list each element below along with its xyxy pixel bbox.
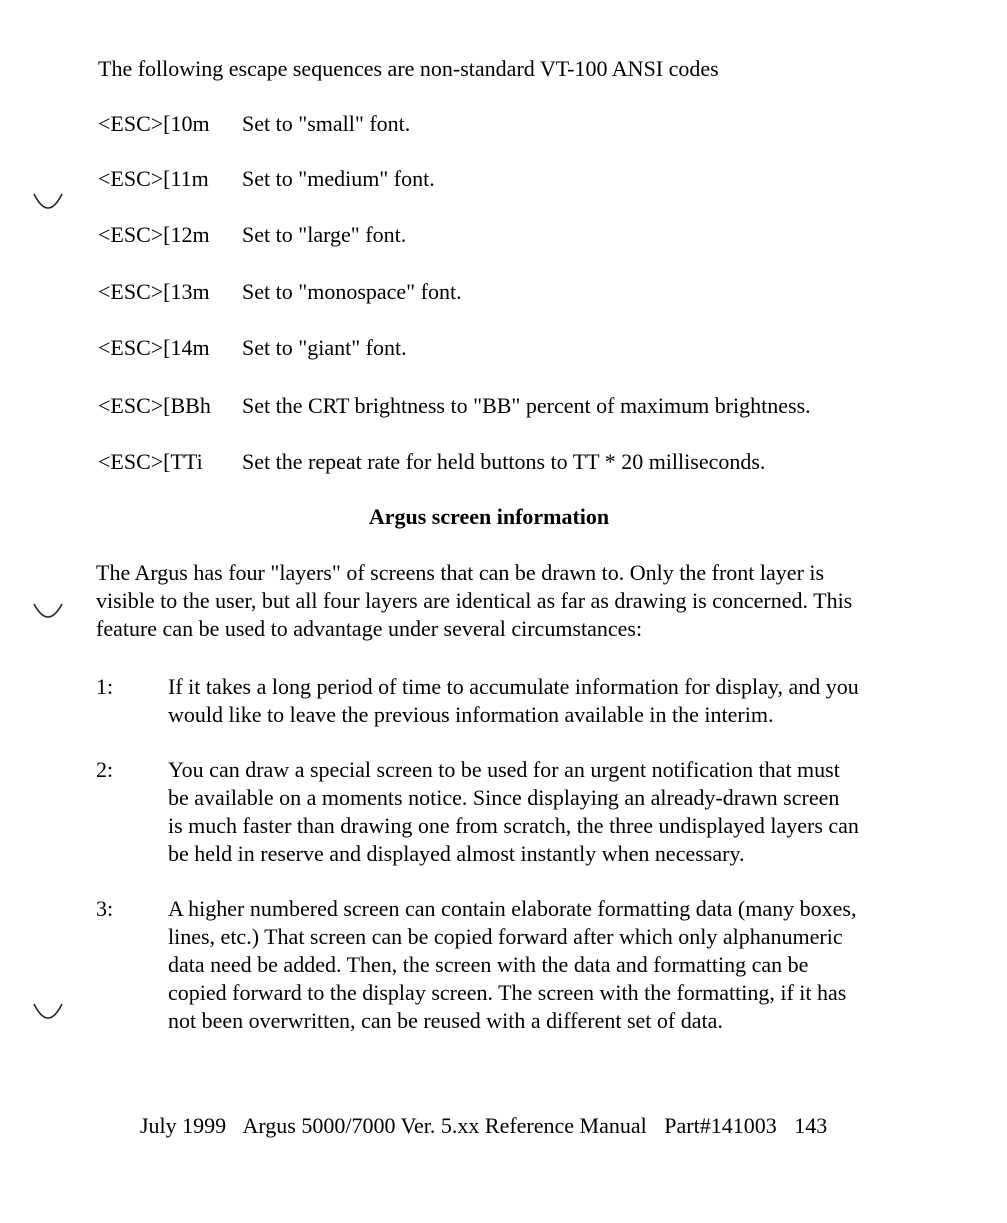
section-heading: Argus screen information: [368, 504, 610, 529]
intro-paragraph: [96, 559, 896, 643]
sequence-description: Set to "monospace" font.: [242, 279, 462, 304]
binder-hole-mark-top: [30, 192, 66, 214]
list-item-line: not been overwritten, can be reused with a different set of data.: [168, 1008, 723, 1033]
list-item-line: A higher numbered screen can contain elaborate formatting data (many boxes,: [168, 896, 857, 921]
paragraph-line: feature can be used to advantage under several circumstances:: [96, 616, 643, 641]
sequence-description: Set to "giant" font.: [242, 335, 407, 360]
list-item-line: would like to leave the previous information available in the interim.: [168, 702, 774, 727]
sequence-description: Set to "medium" font.: [242, 166, 435, 191]
footer-part-number: Part#141003: [664, 1113, 777, 1138]
page-footer: [140, 1112, 839, 1140]
sequence-code: <ESC>[13m: [98, 279, 210, 304]
page-number: 143: [794, 1113, 828, 1138]
sequence-code: <ESC>[11m: [98, 166, 209, 191]
list-item-line: You can draw a special screen to be used for an urgent notification that must: [168, 757, 840, 782]
list-item-line: be held in reserve and displayed almost instantly when necessary.: [168, 841, 745, 866]
sequence-code: <ESC>[12m: [98, 222, 210, 247]
sequence-description: Set to "large" font.: [242, 222, 407, 247]
sequence-code: <ESC>[TTi: [98, 449, 203, 474]
footer-date: July 1999: [140, 1113, 227, 1138]
paragraph-line: visible to the user, but all four layers are identical as far as drawing is concerned. This: [96, 588, 853, 613]
list-item-text: [168, 673, 859, 729]
sequence-code: <ESC>[10m: [98, 111, 210, 136]
footer-title: Argus 5000/7000 Ver. 5.xx Reference Manual: [242, 1113, 647, 1138]
list-item-line: data need be added. Then, the screen with the data and formatting can be: [168, 952, 809, 977]
list-item-line: lines, etc.) That screen can be copied forward after which only alphanumeric: [168, 924, 843, 949]
list-item-text: [168, 895, 856, 1035]
sequence-description: Set to "small" font.: [242, 111, 411, 136]
binder-hole-mark-middle: [30, 600, 66, 622]
sequence-description: Set the CRT brightness to "BB" percent of maximum brightness.: [242, 393, 811, 418]
intro-text: The following escape sequences are non-standard VT-100 ANSI codes: [98, 56, 719, 81]
list-item-number: 2:: [96, 757, 114, 782]
list-item-number: 3:: [96, 896, 114, 921]
list-item-number: 1:: [96, 674, 114, 699]
binder-hole-mark-bottom: [30, 1002, 66, 1024]
sequence-code: <ESC>[BBh: [98, 393, 211, 418]
sequence-code: <ESC>[14m: [98, 335, 210, 360]
sequence-description: Set the repeat rate for held buttons to TT * 20 milliseconds.: [242, 449, 766, 474]
list-item-text: [168, 756, 859, 868]
paragraph-line: The Argus has four "layers" of screens that can be drawn to. Only the front layer is: [96, 560, 825, 585]
list-item-line: is much faster than drawing one from scratch, the three undisplayed layers can: [168, 813, 859, 838]
list-item-line: be available on a moments notice. Since displaying an already-drawn screen: [168, 785, 840, 810]
list-item-line: copied forward to the display screen. The screen with the formatting, if it has: [168, 980, 847, 1005]
list-item-line: If it takes a long period of time to accumulate information for display, and you: [168, 674, 859, 699]
